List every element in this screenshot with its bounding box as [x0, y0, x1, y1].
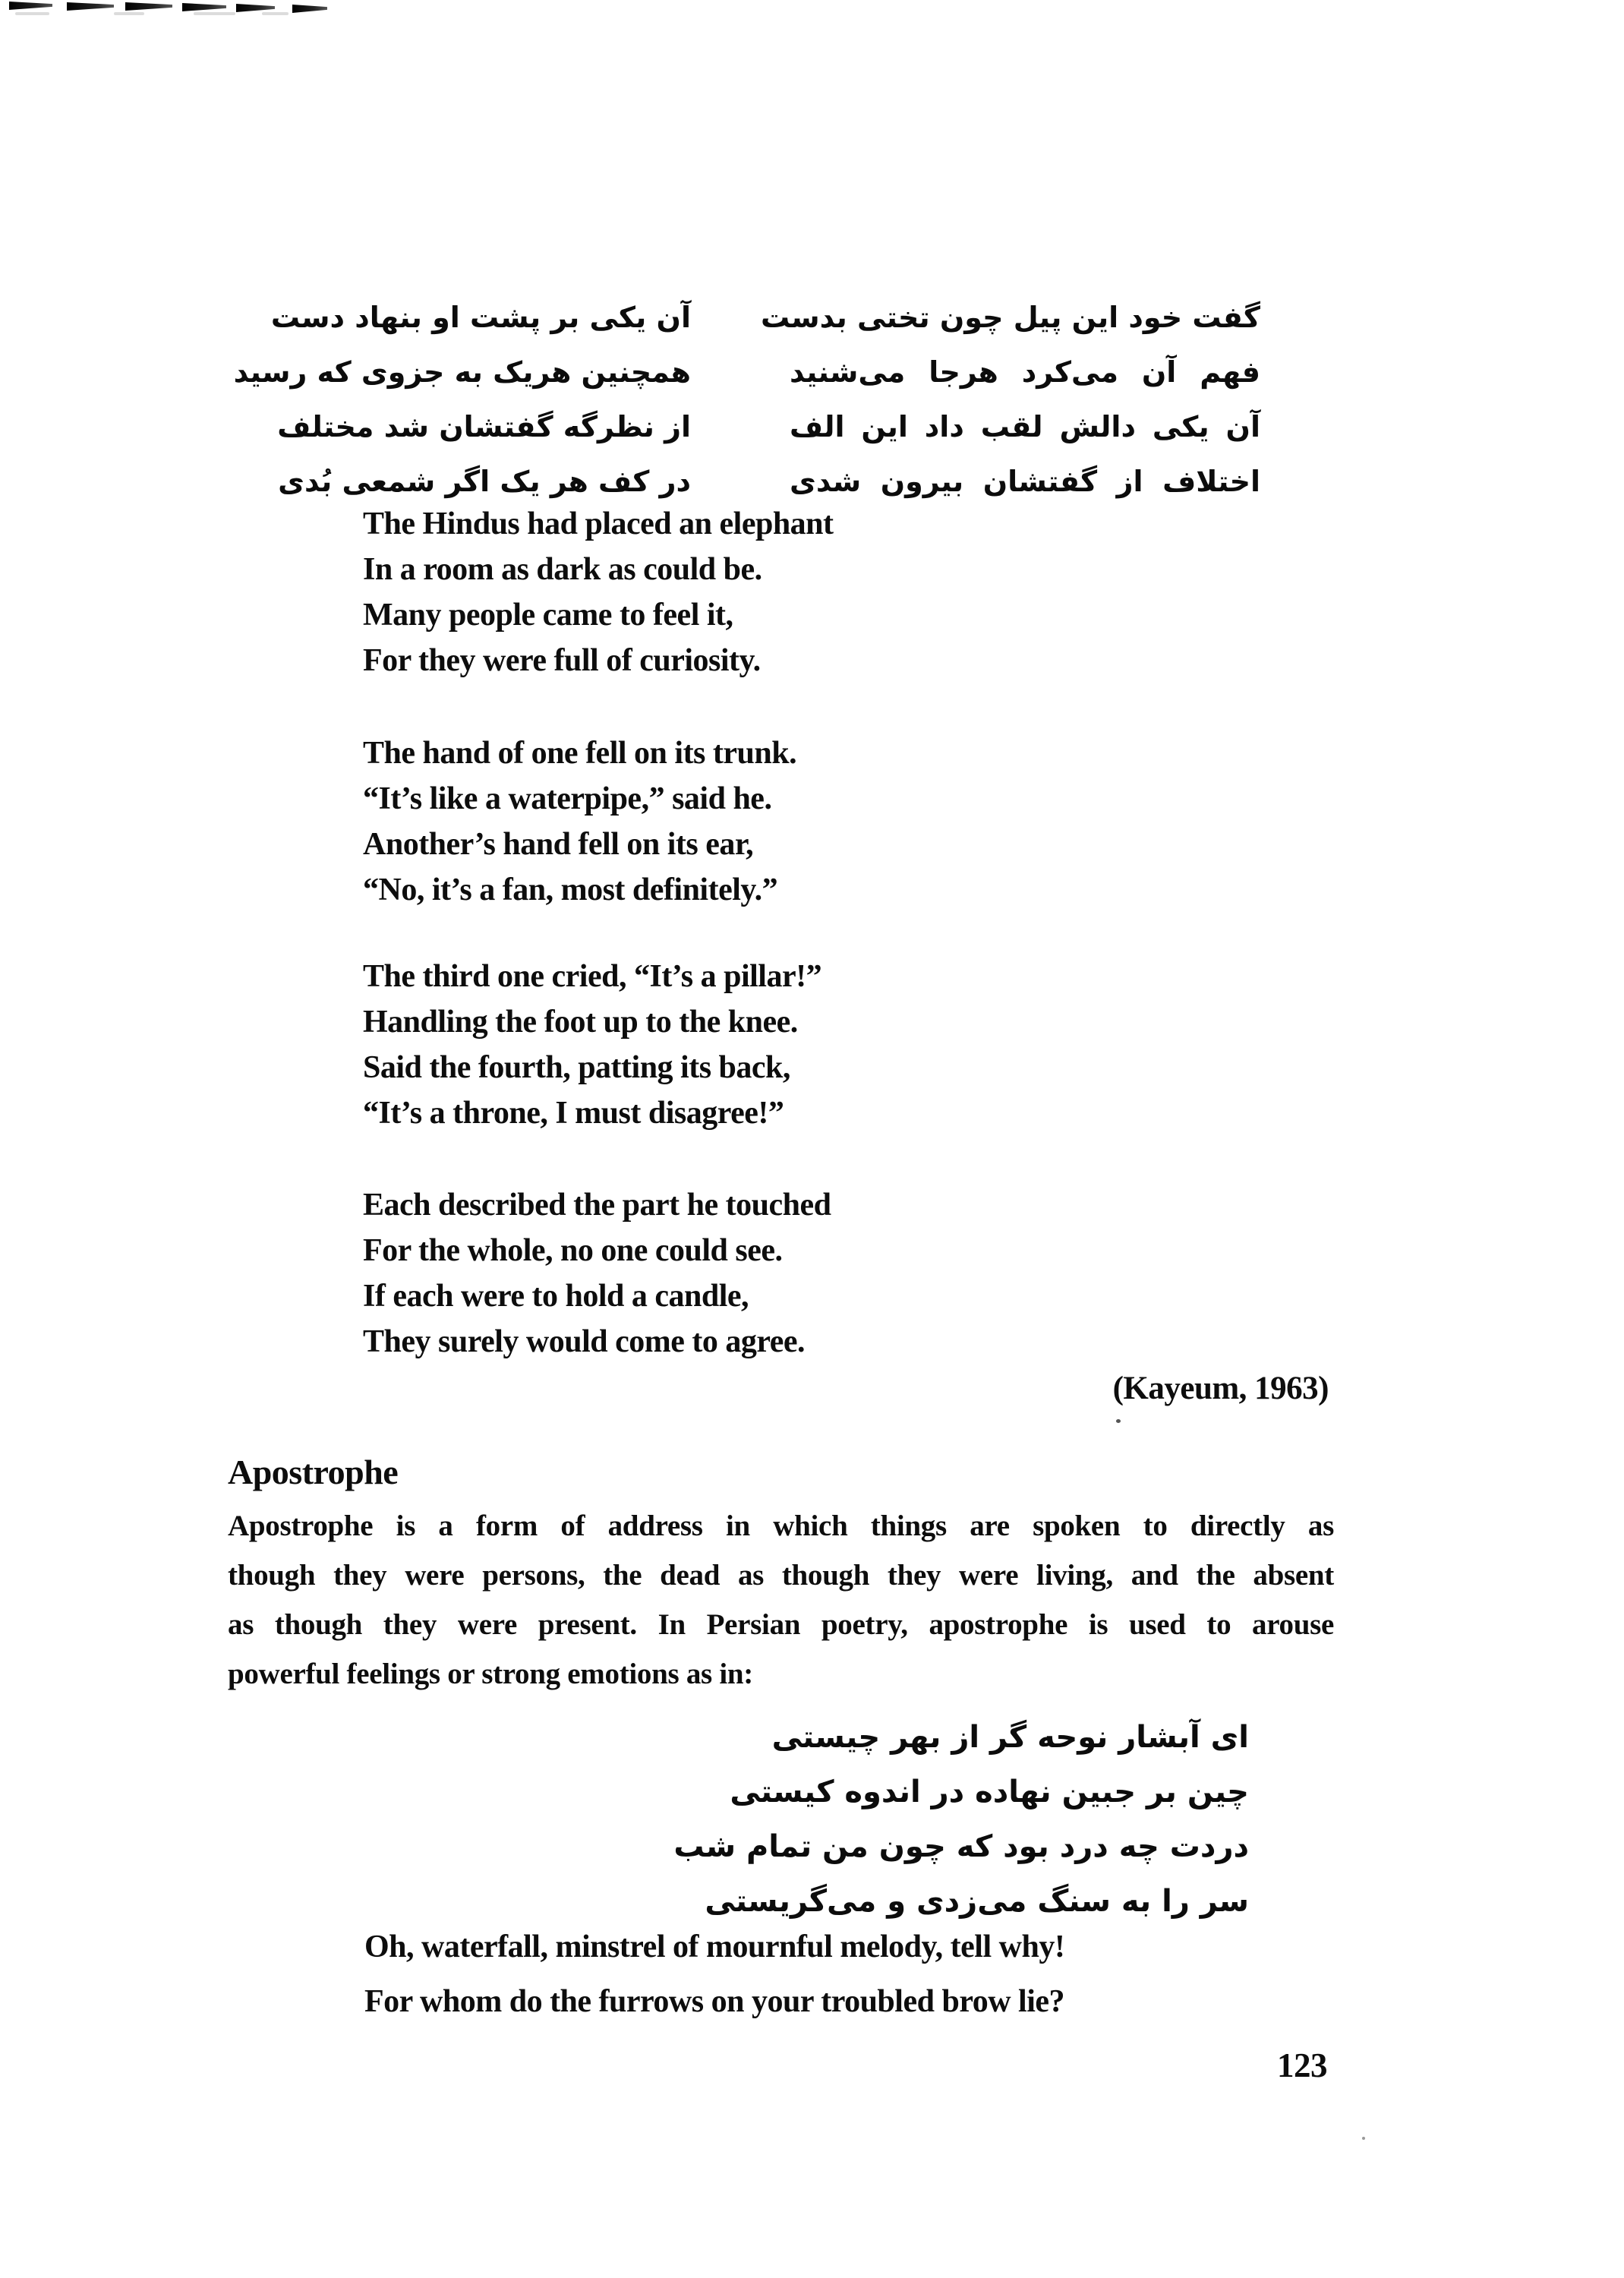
scan-speck	[1362, 2137, 1365, 2140]
scan-speck	[1116, 1419, 1121, 1423]
poem-line: In a room as dark as could be.	[363, 552, 762, 587]
scan-dash	[67, 2, 114, 11]
poem-line: Each described the part he touched	[363, 1188, 831, 1223]
poem-line: The third one cried, “It’s a pillar!”	[363, 959, 822, 994]
scan-artifact-dashes	[0, 0, 349, 20]
poem-line: Said the fourth, patting its back,	[363, 1050, 790, 1085]
hemistich-second: آن یکی دالش لقب داد این الف	[790, 410, 1260, 443]
translation-stanza-1	[363, 501, 834, 683]
poem-line: چین بر جبین نهاده در اندوه کیستی	[730, 1775, 1249, 1809]
poem-line: The hand of one fell on its trunk.	[363, 736, 797, 771]
section-paragraph	[228, 1501, 1334, 1699]
poem-line: ای آبشار نوحه گر از بهر چیستی	[771, 1720, 1249, 1755]
verse-row	[277, 399, 1260, 454]
hemistich-first: در کف هر یک اگر شمعی بُدی	[278, 465, 691, 498]
scan-smudge	[15, 12, 49, 15]
page-number: 123	[1277, 2046, 1327, 2084]
verse-row	[233, 345, 1260, 399]
poem-line: The Hindus had placed an elephant	[363, 506, 834, 541]
scan-smudge	[262, 12, 289, 15]
translation-stanza-4	[363, 1182, 831, 1365]
hemistich-second: فهم آن می‌کرد هرجا می‌شنید	[790, 355, 1260, 389]
poem-line: Many people came to feel it,	[363, 598, 733, 633]
poem-line: For the whole, no one could see.	[363, 1233, 783, 1268]
scan-dash	[236, 4, 275, 12]
hemistich-second: گفت خود این پیل چون تختی بدست	[760, 301, 1260, 334]
scan-dash	[292, 5, 327, 13]
scan-dash	[9, 2, 52, 10]
poem-line: “No, it’s a fan, most definitely.”	[363, 872, 778, 907]
persian-poem-waterfall	[673, 1710, 1249, 1929]
scan-dash	[182, 3, 226, 11]
poem-line: دردت چه درد بود که چون من تمام شب	[673, 1829, 1249, 1864]
poem-line: For whom do the furrows on your troubled brow lie?	[364, 1984, 1065, 2019]
hemistich-second: اختلاف از گفتشان بیرون شدی	[790, 465, 1260, 498]
poem-line: سر را به سنگ می‌زدی و می‌گریستی	[705, 1884, 1249, 1919]
poem-line: Oh, waterfall, minstrel of mournful melody, tell why!	[364, 1929, 1065, 1964]
poem-line: They surely would come to agree.	[363, 1324, 806, 1359]
paragraph-line: though they were persons, the dead as though they were living, and the absent	[228, 1559, 1334, 1592]
poem-line: Handling the foot up to the knee.	[363, 1005, 798, 1040]
paragraph-line: powerful feelings or strong emotions as in:	[228, 1658, 753, 1690]
citation: (Kayeum, 1963)	[1112, 1371, 1329, 1406]
paragraph-line: as though they were present. In Persian poetry, apostrophe is used to arouse	[228, 1608, 1334, 1641]
poem-line: “It’s like a waterpipe,” said he.	[363, 781, 772, 816]
persian-poem-elephant	[233, 290, 1260, 509]
scan-smudge	[114, 12, 144, 15]
poem-line: “It’s a throne, I must disagree!”	[363, 1096, 784, 1131]
translation-couplet	[364, 1920, 1064, 2029]
scan-smudge	[194, 12, 235, 15]
hemistich-first: همچنین هریک به جزوی که رسید	[233, 355, 691, 389]
poem-line: If each were to hold a candle,	[363, 1279, 749, 1314]
hemistich-first: آن یکی بر پشت او بنهاد دست	[270, 301, 691, 334]
hemistich-first: از نظرگه گفتشان شد مختلف	[277, 410, 691, 443]
section-heading: Apostrophe	[228, 1453, 399, 1491]
paragraph-line: Apostrophe is a form of address in which things are spoken to directly as	[228, 1510, 1334, 1542]
scan-dash	[125, 2, 172, 11]
translation-stanza-3	[363, 954, 821, 1136]
translation-stanza-2	[363, 730, 796, 913]
poem-line: Another’s hand fell on its ear,	[363, 827, 754, 862]
verse-row	[270, 290, 1260, 345]
poem-line: For they were full of curiosity.	[363, 643, 761, 678]
